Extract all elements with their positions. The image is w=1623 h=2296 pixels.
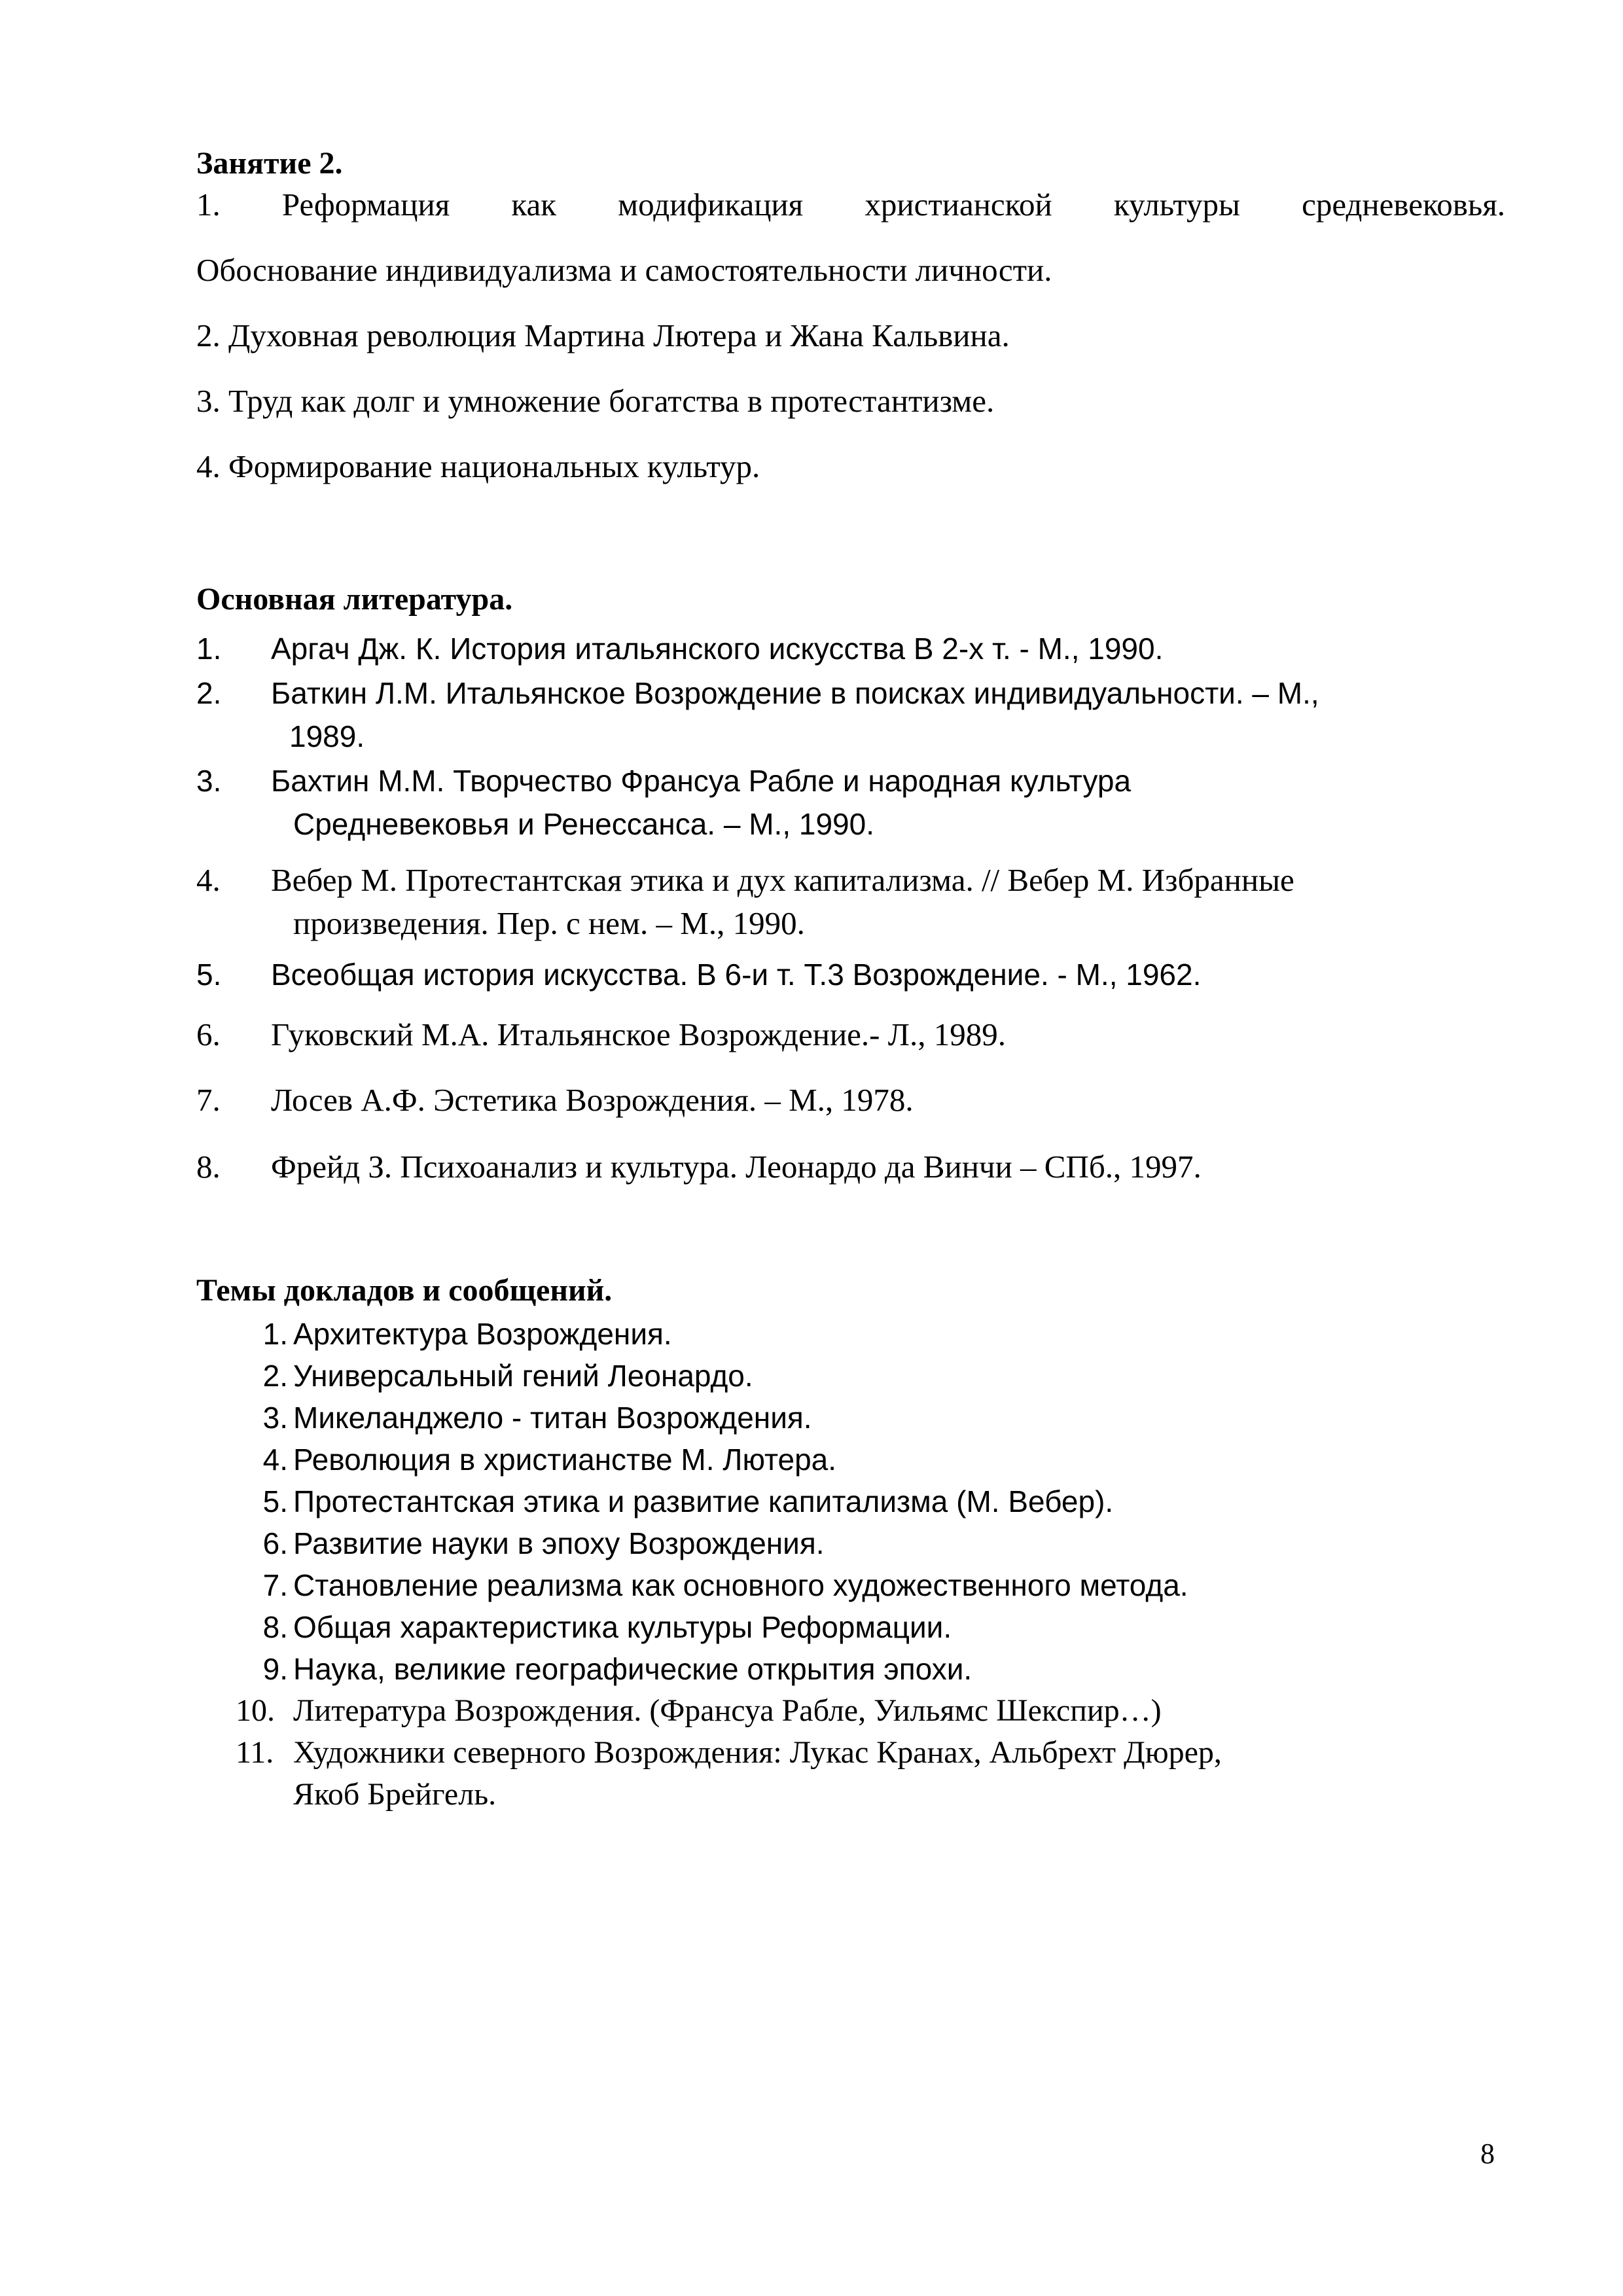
- topic-item-text: Становление реализма как основного художественного метода.: [293, 1568, 1188, 1602]
- literature-item-number: 7.: [196, 1082, 221, 1118]
- literature-item-text-continuation: Средневековья и Ренессанса. – М., 1990.: [293, 807, 874, 841]
- topic-item-number: 8.: [262, 1610, 288, 1644]
- topic-item-number: 11.: [236, 1735, 274, 1770]
- lesson-title: Занятие 2.: [196, 146, 343, 181]
- literature-item-text: Бахтин М.М. Творчество Франсуа Рабле и народная культура: [271, 764, 1132, 798]
- topic-item-text-continuation: Якоб Брейгель.: [293, 1777, 497, 1812]
- lesson-item-1-word: культуры: [1113, 187, 1240, 223]
- topic-item-text: Микеланджело - титан Возрождения.: [293, 1401, 812, 1435]
- literature-item-number: 3.: [196, 764, 222, 798]
- literature-item-text-continuation: произведения. Пер. с нем. – М., 1990.: [293, 905, 805, 941]
- lesson-item-1-word: Реформация: [281, 187, 450, 223]
- lesson-item-1-word: как: [511, 187, 557, 223]
- literature-item-number: 8.: [196, 1149, 221, 1185]
- lesson-item-1: [196, 186, 1505, 224]
- literature-item-text: Баткин Л.М. Итальянское Возрождение в поисках индивидуальности. – М.,: [271, 676, 1319, 710]
- topic-item-text: Художники северного Возрождения: Лукас Кранах, Альбрехт Дюрер,: [293, 1735, 1222, 1770]
- topics-title: Темы докладов и сообщений.: [196, 1273, 613, 1308]
- topic-item-text: Революция в христианстве М. Лютера.: [293, 1443, 837, 1477]
- topic-item-number: 4.: [262, 1443, 288, 1477]
- topic-item-number: 2.: [262, 1359, 288, 1393]
- topic-item-text: Развитие науки в эпоху Возрождения.: [293, 1526, 825, 1560]
- literature-item-text: Лосев А.Ф. Эстетика Возрождения. – М., 1978.: [271, 1082, 914, 1118]
- lesson-item-2: 2. Духовная революция Мартина Лютера и Жана Кальвина.: [196, 317, 1010, 353]
- lesson-item-1-word: христианской: [865, 187, 1052, 223]
- literature-item-text: Вебер М. Протестантская этика и дух капитализма. // Вебер М. Избранные: [271, 862, 1294, 898]
- topic-item-number: 7.: [262, 1568, 288, 1602]
- lesson-item-4: 4. Формирование национальных культур.: [196, 448, 760, 484]
- literature-item-number: 6.: [196, 1016, 221, 1052]
- literature-item-text: Всеобщая история искусства. В 6-и т. Т.3 Возрождение. - М., 1962.: [271, 958, 1202, 992]
- topic-item-number: 6.: [262, 1526, 288, 1560]
- literature-item-text: Гуковский М.А. Итальянское Возрождение.- Л., 1989.: [271, 1016, 1006, 1052]
- lesson-item-1-word: средневековья.: [1302, 187, 1506, 223]
- topic-item-text: Наука, великие географические открытия эпохи.: [293, 1652, 972, 1686]
- topic-item-text: Универсальный гений Леонардо.: [293, 1359, 753, 1393]
- literature-item-text-continuation: 1989.: [289, 719, 365, 753]
- literature-item-text: Аргач Дж. К. История итальянского искусства В 2-х т. - М., 1990.: [271, 632, 1164, 666]
- topic-item-text: Литература Возрождения. (Франсуа Рабле, Уильямс Шекспир…): [293, 1693, 1162, 1728]
- topic-item-number: 9.: [262, 1652, 288, 1686]
- topic-item-number: 3.: [262, 1401, 288, 1435]
- topic-item-number: 10.: [236, 1693, 275, 1728]
- lesson-item-1-continuation: Обоснование индивидуализма и самостоятельности личности.: [196, 252, 1052, 288]
- literature-title: Основная литература.: [196, 582, 513, 617]
- literature-item-number: 4.: [196, 862, 221, 898]
- topic-item-text: Общая характеристика культуры Реформации.: [293, 1610, 952, 1644]
- topic-item-number: 1.: [262, 1317, 288, 1351]
- literature-item-number: 1.: [196, 632, 222, 666]
- literature-item-text: Фрейд З. Психоанализ и культура. Леонардо да Винчи – СПб., 1997.: [271, 1149, 1202, 1185]
- lesson-item-1-word: 1.: [196, 187, 221, 223]
- literature-item-number: 2.: [196, 676, 222, 710]
- page-number: 8: [1480, 2138, 1495, 2170]
- lesson-item-1-word: модификация: [618, 187, 804, 223]
- literature-item-number: 5.: [196, 958, 222, 992]
- lesson-item-3: 3. Труд как долг и умножение богатства в протестантизме.: [196, 383, 995, 419]
- topic-item-text: Архитектура Возрождения.: [293, 1317, 672, 1351]
- topic-item-number: 5.: [262, 1484, 288, 1518]
- topic-item-text: Протестантская этика и развитие капитализма (М. Вебер).: [293, 1484, 1114, 1518]
